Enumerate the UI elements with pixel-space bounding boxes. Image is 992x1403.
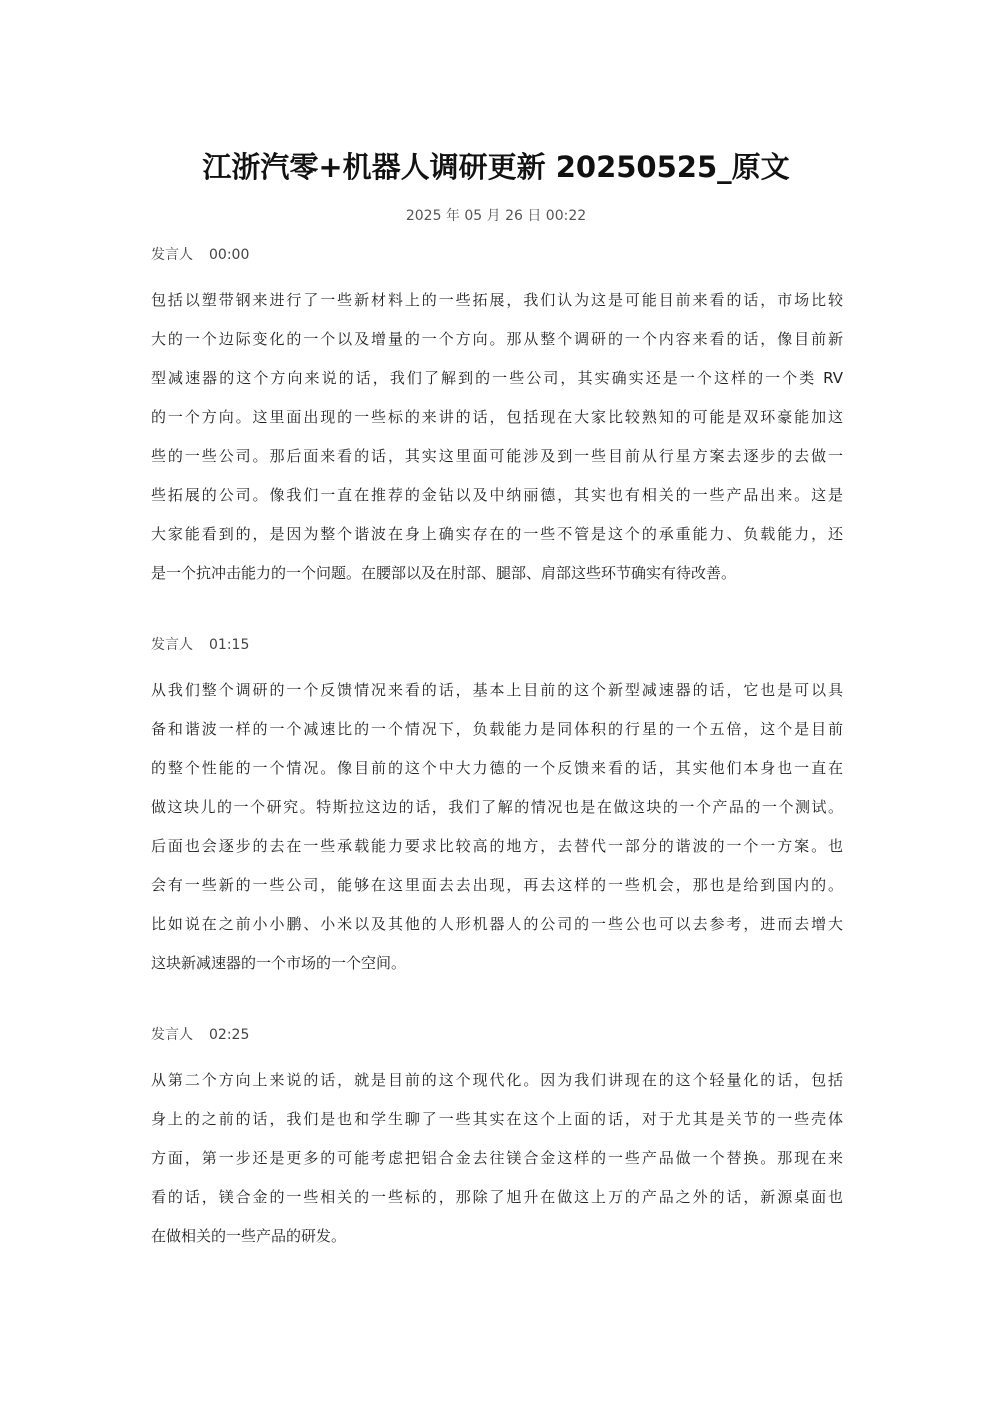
speaker-name: 发言人 xyxy=(151,1027,193,1043)
paragraph-line: 方面，第一步还是更多的可能考虑把铝合金去往镁合金这样的一些产品做一个替换。那现在来 xyxy=(151,1149,843,1167)
paragraph-line: 些的一些公司。那后面来看的话，其实这里面可能涉及到一些目前从行星方案去逐步的去做一 xyxy=(151,447,843,465)
paragraph-line: 大的一个边际变化的一个以及增量的一个方向。那从整个调研的一个内容来看的话，像目前新 xyxy=(151,330,843,348)
paragraph-line: 后面也会逐步的去在一些承载能力要求比较高的地方，去替代一部分的谐波的一个一方案。也 xyxy=(151,837,843,855)
transcript-section xyxy=(151,1025,843,1256)
paragraph-line: 的整个性能的一个情况。像目前的这个中大力德的一个反馈来看的话，其实他们本身也一直在 xyxy=(151,759,843,777)
speaker-name: 发言人 xyxy=(151,247,193,263)
speaker-timestamp: 02:25 xyxy=(209,1027,250,1043)
document-title: 江浙汽零+机器人调研更新 20250525_原文 xyxy=(202,150,790,184)
paragraph-line: 看的话，镁合金的一些相关的一些标的，那除了旭升在做这上万的产品之外的话，新源桌面也 xyxy=(151,1188,843,1206)
speaker-line xyxy=(151,635,843,655)
transcript-section xyxy=(151,245,843,593)
transcript-paragraph xyxy=(151,671,843,983)
transcript-paragraph xyxy=(151,1061,843,1256)
paragraph-line: 型减速器的这个方向来说的话，我们了解到的一些公司，其实确实还是一个这样的一个类 RV xyxy=(151,369,843,387)
paragraph-line: 大家能看到的，是因为整个谐波在身上确实存在的一些不管是这个的承重能力、负载能力，还 xyxy=(151,525,843,543)
transcript-paragraph xyxy=(151,281,843,593)
paragraph-line: 包括以塑带钢来进行了一些新材料上的一些拓展，我们认为这是可能目前来看的话，市场比较 xyxy=(151,291,843,309)
transcript-section xyxy=(151,635,843,983)
paragraph-line: 做这块儿的一个研究。特斯拉这边的话，我们了解的情况也是在做这块的一个产品的一个测试。 xyxy=(151,798,843,816)
speaker-timestamp: 01:15 xyxy=(209,637,250,653)
speaker-name: 发言人 xyxy=(151,637,193,653)
paragraph-line: 从我们整个调研的一个反馈情况来看的话，基本上目前的这个新型减速器的话，它也是可以具 xyxy=(151,681,843,699)
speaker-line xyxy=(151,245,843,265)
paragraph-line: 会有一些新的一些公司，能够在这里面去去出现，再去这样的一些机会，那也是给到国内的。 xyxy=(151,876,843,894)
paragraph-line: 是一个抗冲击能力的一个问题。在腰部以及在肘部、腿部、肩部这些环节确实有待改善。 xyxy=(151,564,737,582)
speaker-timestamp: 00:00 xyxy=(209,247,250,263)
paragraph-line: 些拓展的公司。像我们一直在推荐的金钻以及中纳丽德，其实也有相关的一些产品出来。这是 xyxy=(151,486,843,504)
paragraph-line: 身上的之前的话，我们是也和学生聊了一些其实在这个上面的话，对于尤其是关节的一些壳体 xyxy=(151,1110,843,1128)
speaker-line xyxy=(151,1025,843,1045)
paragraph-line: 比如说在之前小小鹏、小米以及其他的人形机器人的公司的一些公也可以去参考，进而去增大 xyxy=(151,915,843,933)
paragraph-line: 这块新减速器的一个市场的一个空间。 xyxy=(151,954,407,972)
paragraph-line: 备和谐波一样的一个减速比的一个情况下，负载能力是同体积的行星的一个五倍，这个是目前 xyxy=(151,720,843,738)
paragraph-line: 从第二个方向上来说的话，就是目前的这个现代化。因为我们讲现在的这个轻量化的话，包括 xyxy=(151,1071,843,1089)
paragraph-line: 的一个方向。这里面出现的一些标的来讲的话，包括现在大家比较熟知的可能是双环豪能加这 xyxy=(151,408,843,426)
document-date: 2025 年 05 月 26 日 00:22 xyxy=(405,208,587,224)
paragraph-line: 在做相关的一些产品的研发。 xyxy=(151,1227,347,1245)
